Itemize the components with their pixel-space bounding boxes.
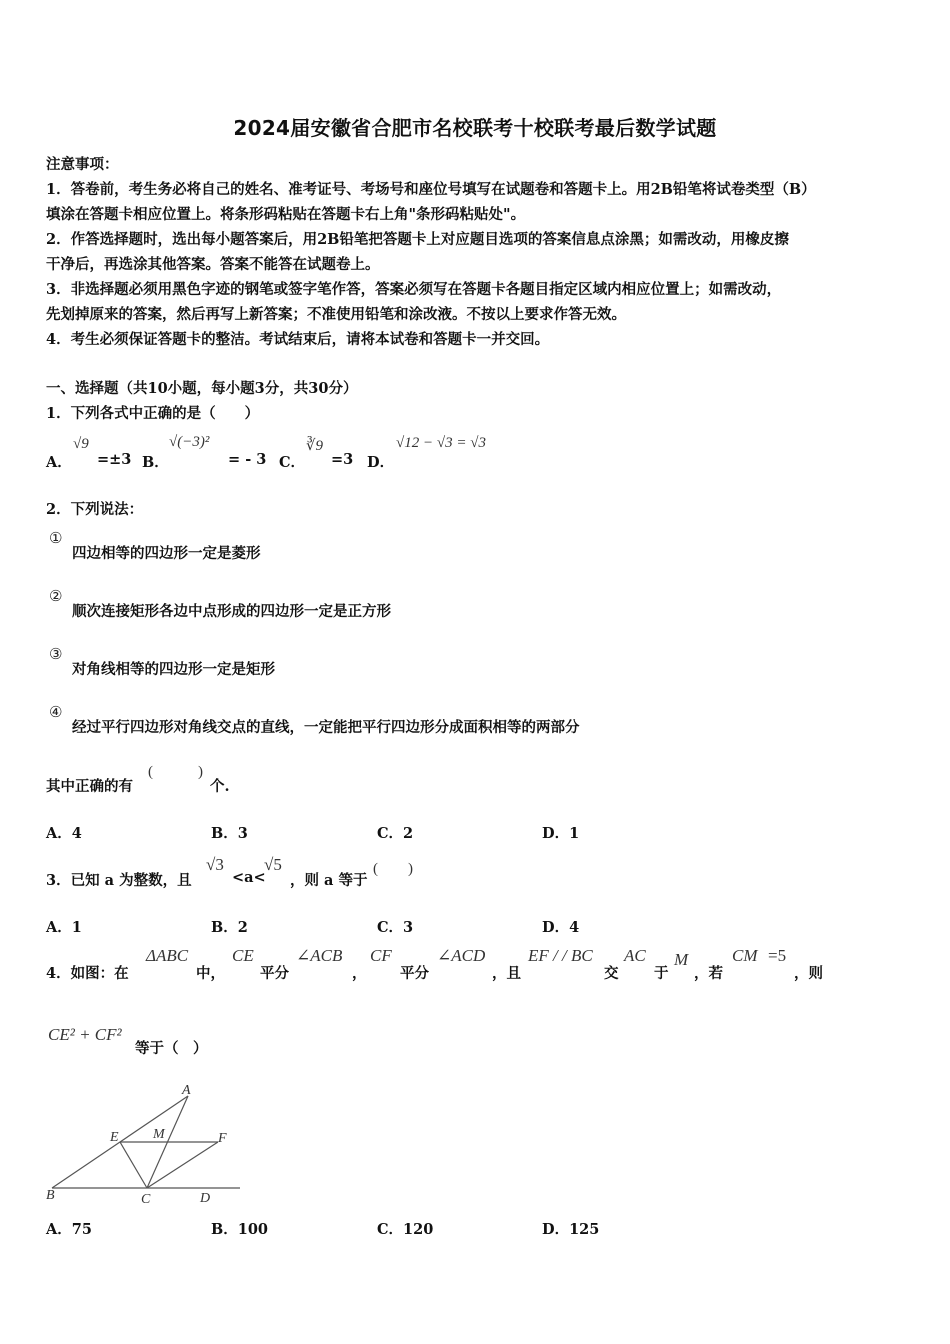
question-stem: 交	[604, 965, 619, 982]
option-b: B．3	[211, 825, 248, 842]
label-b: B	[46, 1188, 55, 1203]
option-value: = - 3	[228, 451, 267, 468]
answer-paren: ( )	[373, 861, 413, 877]
question-stem: 中，	[196, 965, 225, 982]
math-term: ∠ACD	[437, 946, 486, 965]
statement-marker: ①	[49, 529, 63, 547]
answer-paren: ( )	[148, 764, 203, 780]
question-stem: 3．已知 a 为整数，且	[46, 872, 192, 889]
question-stem: 等于（ ）	[135, 1040, 208, 1057]
option-d: D．4	[542, 919, 580, 936]
option-label: A．	[46, 454, 72, 471]
inequality-text: <a<	[232, 869, 266, 886]
option-b: B．100	[211, 1221, 269, 1238]
option-value: =3	[331, 451, 354, 468]
math-expression: √9	[73, 436, 89, 452]
notes-line: 1．答卷前，考生务必将自己的姓名、准考证号、考场号和座位号填写在试题卷和答题卡上。用2B铅笔将试卷类型（B）	[46, 181, 816, 198]
statement-text: 顺次连接矩形各边中点形成的四边形一定是正方形	[72, 603, 391, 620]
question-stem: ，则 a 等于	[290, 872, 368, 889]
math-term: EF / / BC	[528, 946, 593, 965]
question-tail: 其中正确的有	[46, 778, 133, 795]
question-stem: ，	[352, 965, 367, 982]
math-term: CM	[732, 946, 758, 965]
question-stem: 4．如图：在	[46, 965, 129, 982]
label-m: M	[153, 1127, 165, 1142]
option-b: B．2	[211, 919, 248, 936]
label-e: E	[110, 1130, 119, 1145]
question-stem: ，若	[694, 965, 723, 982]
option-label: C．	[279, 454, 306, 471]
label-a: A	[182, 1083, 191, 1098]
math-term: AC	[624, 946, 646, 965]
math-term: CF	[370, 946, 392, 965]
notes-line: 3．非选择题必须用黑色字迹的钢笔或签字笔作答，答案必须写在答题卡各题目指定区域内相应位置上；如需改动，	[46, 281, 782, 298]
statement-text: 经过平行四边形对角线交点的直线，一定能把平行四边形分成面积相等的两部分	[72, 719, 580, 736]
statement-marker: ③	[49, 645, 63, 663]
question-stem: ，则	[794, 965, 823, 982]
option-c: C．3	[377, 919, 414, 936]
page-title: 2024届安徽省合肥市名校联考十校联考最后数学试题	[233, 116, 717, 140]
question-tail: 个.	[210, 778, 230, 795]
math-expression: √(−3)²	[169, 434, 210, 450]
option-value: =±3	[97, 451, 132, 468]
label-f: F	[218, 1131, 227, 1146]
option-d: D．1	[542, 825, 580, 842]
line-ce	[120, 1142, 147, 1188]
math-term: M	[674, 950, 689, 969]
option-label: B．	[142, 454, 169, 471]
math-term: ΔABC	[146, 946, 189, 965]
question-stem: 1．下列各式中正确的是（ ）	[46, 405, 260, 422]
math-term: =5	[768, 946, 787, 965]
math-expression: CE² + CF²	[48, 1025, 122, 1044]
statement-text: 对角线相等的四边形一定是矩形	[72, 661, 275, 678]
notes-line: 2．作答选择题时，选出每小题答案后，用2B铅笔把答题卡上对应题目选项的答案信息点涂黑；如需改动，用橡皮擦	[46, 231, 789, 248]
question-stem: 2．下列说法：	[46, 501, 144, 518]
math-expression: √12 − √3 = √3	[396, 435, 486, 451]
statement-marker: ④	[49, 703, 63, 721]
statement-text: 四边相等的四边形一定是菱形	[72, 545, 261, 562]
question-stem: 于	[654, 965, 669, 982]
option-c: C．2	[377, 825, 414, 842]
notes-line: 4．考生必须保证答题卡的整洁。考试结束后，请将本试卷和答题卡一并交回。	[46, 331, 550, 348]
option-d: D．125	[542, 1221, 600, 1238]
label-d: D	[200, 1191, 211, 1206]
math-term: CE	[232, 946, 254, 965]
section-heading: 一、选择题（共10小题，每小题3分，共30分）	[46, 380, 358, 397]
label-c: C	[141, 1192, 151, 1207]
option-c: C．120	[377, 1221, 434, 1238]
option-a: A．75	[46, 1221, 92, 1238]
geometry-figure	[40, 1078, 240, 1208]
option-a: A．1	[46, 919, 82, 936]
question-stem: 平分	[400, 965, 429, 982]
question-stem: ，且	[492, 965, 521, 982]
question-stem: 平分	[260, 965, 289, 982]
notes-line: 填涂在答题卡相应位置上。将条形码粘贴在答题卡右上角"条形码粘贴处"。	[46, 206, 526, 223]
option-label: D．	[367, 454, 395, 471]
math-expression: √5	[264, 855, 282, 874]
statement-marker: ②	[49, 587, 63, 605]
math-expression: √3	[206, 855, 224, 874]
math-term: ∠ACB	[296, 946, 343, 965]
math-expression: ∛9	[306, 438, 324, 454]
notes-heading: 注意事项：	[46, 156, 119, 173]
notes-line: 干净后，再选涂其他答案。答案不能答在试题卷上。	[46, 256, 380, 273]
option-a: A．4	[46, 825, 82, 842]
notes-line: 先划掉原来的答案，然后再写上新答案；不准使用铅笔和涂改液。不按以上要求作答无效。	[46, 306, 626, 323]
